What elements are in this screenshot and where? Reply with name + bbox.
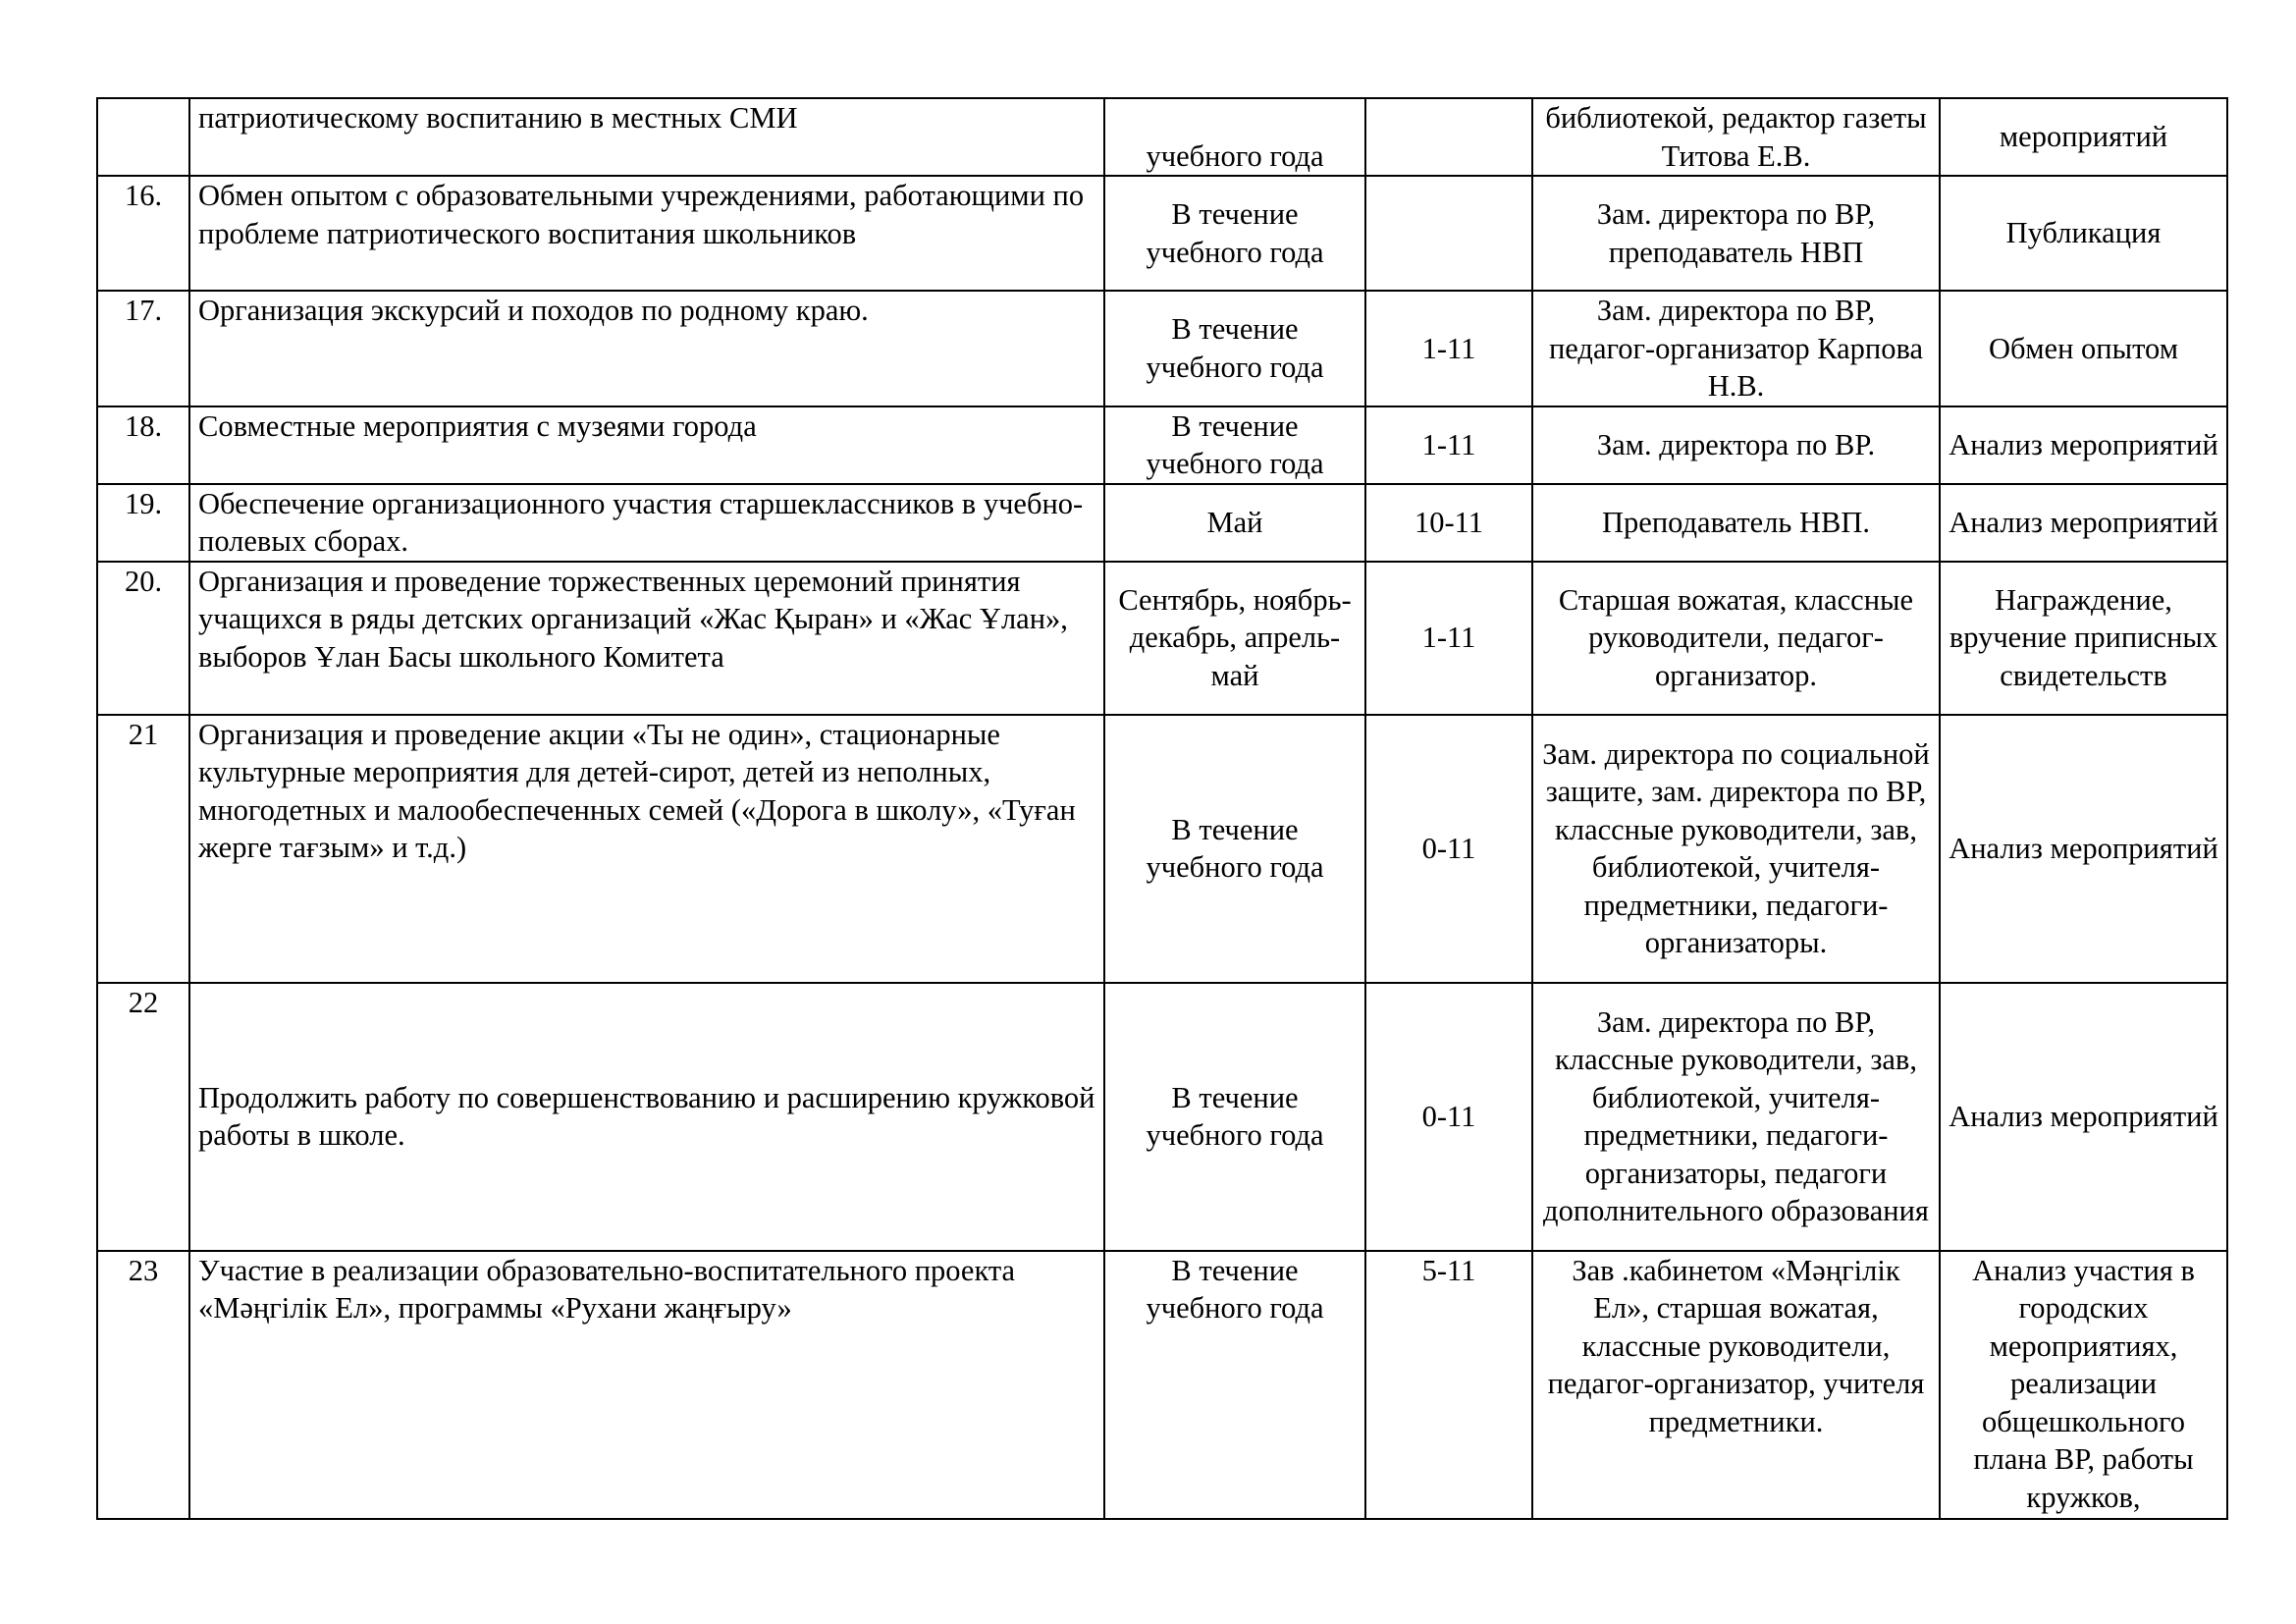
row-content: Обеспечение организационного участия старшеклассников в учебно-полевых сборах. <box>189 484 1104 562</box>
row-responsible: Зам. директора по ВР, преподаватель НВП <box>1532 176 1940 291</box>
row-number: 20. <box>97 562 189 715</box>
row-responsible: Зам. директора по социальной защите, зам. директора по ВР, классные руководители, зав, библиотекой, учителя-предметники, педагоги-организаторы. <box>1532 715 1940 983</box>
table-row <box>97 176 2227 291</box>
row-responsible: Зам. директора по ВР, педагог-организатор Карпова Н.В. <box>1532 291 1940 406</box>
row-result: Анализ мероприятий <box>1940 983 2227 1251</box>
row-responsible: Зам. директора по ВР, классные руководители, зав, библиотекой, учителя-предметники, педагоги-организаторы, педагоги дополнительного образования <box>1532 983 1940 1251</box>
row-content: Продолжить работу по совершенствованию и расширению кружковой работы в школе. <box>189 983 1104 1251</box>
row-number: 21 <box>97 715 189 983</box>
row-result: мероприятий <box>1940 98 2227 176</box>
row-result: Публикация <box>1940 176 2227 291</box>
row-content: Участие в реализации образовательно-воспитательного проекта «Мәңгілік Ел», программы «Рухани жаңғыру» <box>189 1251 1104 1519</box>
row-classes: 0-11 <box>1365 715 1532 983</box>
row-number: 17. <box>97 291 189 406</box>
table-row <box>97 406 2227 484</box>
table-row <box>97 98 2227 176</box>
row-classes <box>1365 176 1532 291</box>
row-responsible: библиотекой, редактор газеты Титова Е.В. <box>1532 98 1940 176</box>
row-number: 16. <box>97 176 189 291</box>
row-result: Обмен опытом <box>1940 291 2227 406</box>
row-term: В течение учебного года <box>1104 715 1365 983</box>
row-classes: 10-11 <box>1365 484 1532 562</box>
table-row <box>97 715 2227 983</box>
row-responsible: Зав .кабинетом «Мәңгілік Ел», старшая вожатая, классные руководители, педагог-организатор, учителя предметники. <box>1532 1251 1940 1519</box>
row-number: 22 <box>97 983 189 1251</box>
row-term: В течение учебного года <box>1104 1251 1365 1519</box>
row-classes: 1-11 <box>1365 406 1532 484</box>
row-classes: 0-11 <box>1365 983 1532 1251</box>
row-content: Организация и проведение акции «Ты не один», стационарные культурные мероприятия для детей-сирот, детей из неполных, многодетных и малообеспеченных семей («Дорога в школу», «Туған жерге тағзым» и т.д.) <box>189 715 1104 983</box>
row-content: патриотическому воспитанию в местных СМИ <box>189 98 1104 176</box>
row-term: В течение учебного года <box>1104 983 1365 1251</box>
row-responsible: Преподаватель НВП. <box>1532 484 1940 562</box>
row-result: Анализ мероприятий <box>1940 715 2227 983</box>
row-term: В течение учебного года <box>1104 406 1365 484</box>
row-responsible: Старшая вожатая, классные руководители, педагог-организатор. <box>1532 562 1940 715</box>
row-responsible: Зам. директора по ВР. <box>1532 406 1940 484</box>
row-classes <box>1365 98 1532 176</box>
row-term: В течение учебного года <box>1104 176 1365 291</box>
table-row <box>97 983 2227 1251</box>
row-term: учебного года <box>1104 98 1365 176</box>
plan-table <box>96 97 2228 1520</box>
row-result: Анализ мероприятий <box>1940 406 2227 484</box>
table-row <box>97 1251 2227 1519</box>
row-term: Май <box>1104 484 1365 562</box>
row-result: Награждение, вручение приписных свидетельств <box>1940 562 2227 715</box>
row-content: Организация экскурсий и походов по родному краю. <box>189 291 1104 406</box>
row-content: Организация и проведение торжественных церемоний принятия учащихся в ряды детских организаций «Жас Қыран» и «Жас Ұлан», выборов Ұлан Басы школьного Комитета <box>189 562 1104 715</box>
table-row <box>97 291 2227 406</box>
row-classes: 1-11 <box>1365 562 1532 715</box>
row-classes: 5-11 <box>1365 1251 1532 1519</box>
table-row <box>97 484 2227 562</box>
row-term: Сентябрь, ноябрь-декабрь, апрель-май <box>1104 562 1365 715</box>
row-number: 18. <box>97 406 189 484</box>
row-number <box>97 98 189 176</box>
row-result: Анализ мероприятий <box>1940 484 2227 562</box>
row-content: Совместные мероприятия с музеями города <box>189 406 1104 484</box>
row-number: 23 <box>97 1251 189 1519</box>
table-row <box>97 562 2227 715</box>
row-number: 19. <box>97 484 189 562</box>
row-classes: 1-11 <box>1365 291 1532 406</box>
row-term: В течение учебного года <box>1104 291 1365 406</box>
row-result: Анализ участия в городских мероприятиях, реализации общешкольного плана ВР, работы кружков, <box>1940 1251 2227 1519</box>
row-content: Обмен опытом с образовательными учреждениями, работающими по проблеме патриотического воспитания школьников <box>189 176 1104 291</box>
